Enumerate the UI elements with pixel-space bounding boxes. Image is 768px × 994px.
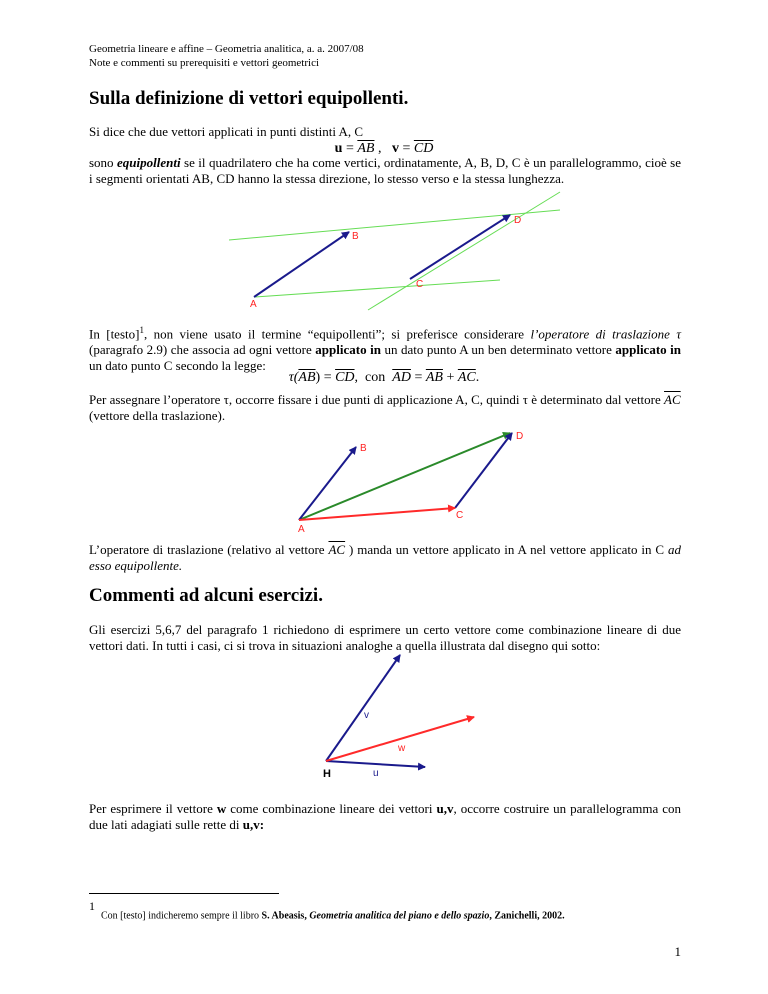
vector-AD: $\overline{AD}$ — [392, 370, 411, 385]
text-run: + — [442, 370, 458, 385]
text-run: Per assegnare l’operatore τ, occorre fissare i due punti di applicazione A, C, quindi τ è determinato dal vettore — [89, 392, 665, 407]
text-run: sono — [89, 155, 118, 170]
line-AC — [255, 280, 500, 297]
label-C: C — [456, 510, 464, 521]
eq-sign: = — [398, 141, 414, 156]
header-line2: Note e commenti su prerequisiti e vettori geometrici — [89, 57, 320, 69]
text-run: Per esprimere il vettore — [89, 801, 217, 816]
figure-parallelogram-lines — [0, 190, 768, 320]
paragraph-definition — [89, 155, 681, 187]
text-run: ) manda un vettore applicato in A nel vettore applicato in C — [345, 542, 668, 557]
vector-AB: $\overline{AB}$ — [425, 370, 443, 385]
footnote — [89, 899, 565, 923]
label-C: C — [416, 279, 424, 290]
term-applicato-in: applicato in — [615, 342, 682, 358]
book-title: Geometria analitica del piano e dello spazio — [309, 910, 490, 922]
text-run: (paragrafo 2.9) che associa ad ogni vettore — [89, 342, 316, 358]
label-w: w — [398, 743, 406, 754]
line-BD — [229, 210, 560, 240]
vector-v-arrow — [326, 655, 400, 761]
author: S. Abeasis, — [261, 910, 310, 922]
text-run: un dato punto A un ben determinato vettore — [380, 342, 616, 358]
symbol-uv: u,v: — [242, 817, 265, 832]
vector-AC: $\overline{AC}$ — [664, 392, 681, 407]
symbol-uv: u,v — [436, 801, 454, 816]
term-applicato-in: applicato in — [315, 342, 381, 358]
paragraph-traslazione — [89, 322, 681, 374]
paragraph-assegnare — [89, 392, 681, 424]
text-run: ) = — [315, 370, 336, 385]
vector-v-arrow — [410, 215, 510, 279]
text-run: , con — [354, 370, 393, 385]
label-D: D — [516, 431, 524, 442]
text-run: In [testo] — [89, 326, 140, 342]
intro-sentence: Si dice che due vettori applicati in punti distinti A, C — [89, 124, 364, 139]
label-A: A — [298, 524, 305, 535]
vector-u-arrow — [326, 761, 425, 767]
vector-AC: $\overline{AC}$ — [328, 542, 346, 557]
vector-u-arrow — [254, 232, 349, 297]
comma-sep: , — [374, 141, 392, 156]
text-run: . — [475, 370, 480, 385]
text-run: = — [410, 370, 426, 385]
section-title-commenti: Commenti ad alcuni esercizi. — [89, 585, 323, 606]
term-operatore: l’operatore di traslazione τ — [530, 326, 682, 342]
line-CD — [368, 192, 560, 310]
footnote-mark: 1 — [89, 899, 95, 913]
symbol-v: v — [391, 141, 399, 156]
text-run: , occorre costruire un parallelogramma con due lati adagiati sulle rette di — [89, 801, 681, 832]
term-equipollenti: equipollenti — [117, 155, 181, 170]
footnote-separator — [89, 893, 279, 894]
label-A: A — [250, 299, 257, 310]
vector-w-arrow — [326, 717, 474, 761]
intro-text — [89, 124, 681, 140]
text-run: come combinazione lineare dei vettori — [226, 801, 437, 816]
footnote-ref[interactable]: 1 — [139, 325, 144, 335]
symbol-w: w — [216, 801, 227, 816]
label-B: B — [352, 231, 359, 242]
eq-sign: = — [342, 141, 358, 156]
text-run: un dato punto C secondo la legge: — [89, 358, 266, 374]
label-B: B — [360, 443, 367, 454]
tau-symbol: τ( — [288, 370, 299, 385]
label-v: v — [364, 710, 369, 721]
label-H: H — [323, 768, 331, 780]
vector-CD: $\overline{CD}$ — [335, 370, 355, 385]
formula-tau — [0, 370, 768, 386]
header — [89, 42, 364, 70]
vector-AC: $\overline{AC}$ — [457, 370, 476, 385]
publisher: , Zanichelli, 2002. — [489, 910, 565, 922]
label-D: D — [514, 215, 522, 226]
text-run: Con [testo] indicheremo sempre il libro — [101, 910, 262, 922]
paragraph-operatore-manda — [89, 542, 681, 574]
figure-linear-combination — [0, 645, 768, 785]
header-line1: Geometria lineare e affine – Geometria analitica, a. a. 2007/08 — [89, 43, 364, 55]
label-u: u — [373, 768, 379, 779]
text-run: , non viene usato il termine “equipollenti”; si preferisce considerare — [143, 326, 531, 342]
page-number: 1 — [674, 944, 681, 959]
vector-AB: $\overline{AB}$ — [298, 370, 316, 385]
figure-translation — [0, 425, 768, 537]
symbol-u: u — [334, 141, 343, 156]
section-title-equipollenti: Sulla definizione di vettori equipollenti. — [89, 88, 409, 109]
text-run: (vettore della traslazione). — [89, 408, 226, 423]
text-run: L’operatore di traslazione (relativo al vettore — [89, 542, 329, 557]
paragraph-parallelogramma — [89, 801, 681, 833]
text-run: se il quadrilatero che ha come vertici, ordinatamente, A, B, D, C è un parallelogrammo, cioè se i segmenti orientati AB, CD hanno la stessa direzione, lo stesso verso e la stessa lunghezza. — [89, 155, 681, 186]
vector-AB: $\overline{AB}$ — [357, 141, 375, 156]
text-italic: ad esso equipollente. — [89, 542, 681, 573]
text-run: Gli esercizi 5,6,7 del paragrafo 1 richiedono di esprimere un certo vettore come combinazione lineare di due vettori dati. In tutti i casi, ci si trova in situazioni analoghe a quella illustrata dal disegno qui sotto: — [89, 622, 681, 653]
vector-CD: $\overline{CD}$ — [413, 141, 434, 156]
